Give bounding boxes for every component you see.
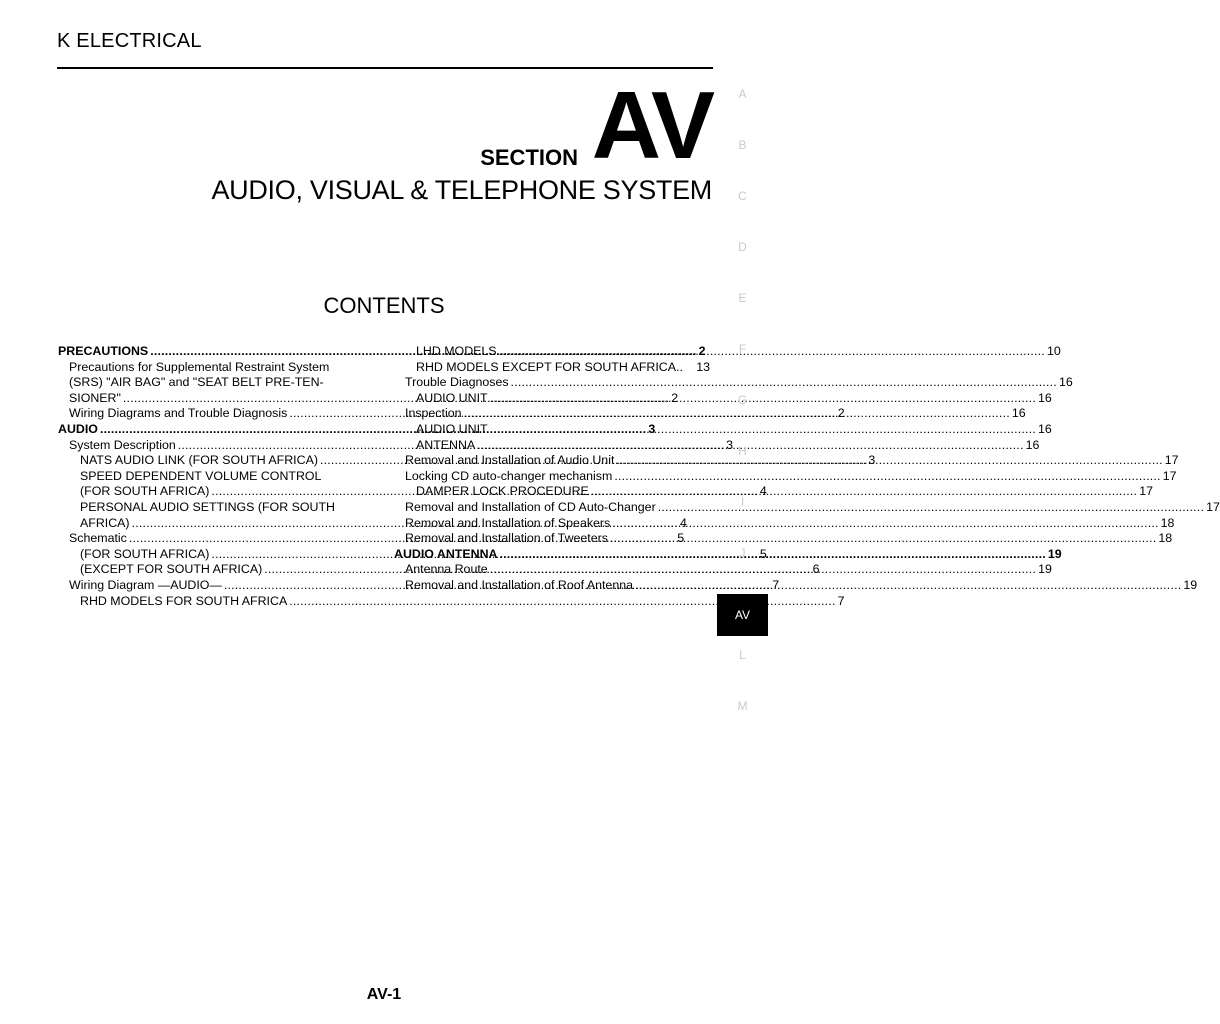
toc-entry-title: Locking CD auto-changer mechanism bbox=[405, 468, 613, 483]
section-title: AUDIO, VISUAL & TELEPHONE SYSTEM bbox=[211, 175, 712, 205]
toc-entry-page: 7 bbox=[837, 593, 845, 608]
toc-entry[interactable] bbox=[394, 531, 1173, 547]
toc-entry-page: 17 bbox=[1139, 484, 1153, 499]
toc-entry-page: 16 bbox=[1037, 421, 1052, 436]
toc-entry-title: AUDIO ANTENNA bbox=[394, 546, 498, 561]
section-tab-i[interactable]: I bbox=[740, 495, 745, 509]
toc-entry-title: Precautions for Supplemental Restraint System bbox=[69, 359, 330, 374]
toc-entry-title: AUDIO UNIT bbox=[416, 390, 488, 405]
toc-entry-page: 5 bbox=[677, 531, 685, 546]
section-tab-e[interactable]: E bbox=[738, 291, 747, 305]
toc-leader-dots bbox=[499, 344, 1045, 360]
toc-entry[interactable] bbox=[394, 577, 1198, 594]
toc-leader-dots bbox=[511, 375, 1057, 391]
toc-entry[interactable] bbox=[58, 500, 374, 516]
toc-entry-title: SPEED DEPENDENT VOLUME CONTROL bbox=[80, 468, 322, 483]
toc-entry-page: 13 bbox=[696, 359, 710, 374]
toc-entry-page: 18 bbox=[1158, 531, 1173, 546]
toc-entry[interactable] bbox=[394, 515, 1175, 532]
toc-entry-title: LHD MODELS bbox=[416, 344, 497, 358]
toc-entry[interactable] bbox=[394, 562, 1052, 578]
section-tab-c[interactable]: C bbox=[738, 189, 747, 203]
toc-leader-dots bbox=[612, 516, 1158, 532]
toc-entry-page: 3 bbox=[868, 453, 876, 468]
section-tab-av[interactable]: AV bbox=[717, 594, 768, 636]
toc-entry-page: 5 bbox=[759, 546, 767, 561]
toc-entry[interactable] bbox=[394, 406, 1026, 422]
contents-heading: CONTENTS bbox=[323, 293, 445, 318]
section-tab-l[interactable]: L bbox=[739, 648, 746, 662]
toc-entry-title: Wiring Diagram —AUDIO— bbox=[69, 577, 222, 592]
section-tab-f[interactable]: F bbox=[738, 342, 747, 356]
toc-leader-dots bbox=[616, 453, 1162, 469]
toc-entry-title: AUDIO UNIT bbox=[416, 421, 488, 436]
toc-entry-title: Schematic bbox=[69, 531, 127, 546]
toc-entry-page: 4 bbox=[679, 515, 687, 530]
section-code: AV bbox=[591, 72, 712, 179]
toc-leader-dots bbox=[591, 484, 1137, 500]
toc-entry-title: PRECAUTIONS bbox=[58, 344, 149, 358]
toc-entry-page: 16 bbox=[1037, 390, 1052, 405]
toc-entry-title: Wiring Diagrams and Trouble Diagnosis bbox=[69, 406, 288, 421]
toc-entry-page: 2 bbox=[837, 406, 845, 421]
toc-entry[interactable] bbox=[58, 593, 845, 610]
toc-leader-dots bbox=[499, 547, 1045, 563]
toc-entry-page: 16 bbox=[1025, 437, 1040, 452]
toc-entry-page: 2 bbox=[671, 390, 679, 405]
toc-entry-page: 4 bbox=[759, 484, 767, 499]
toc-entry-page: 16 bbox=[1058, 375, 1073, 390]
toc-entry-page: 3 bbox=[726, 437, 734, 452]
toc-entry[interactable] bbox=[394, 360, 710, 376]
toc-entry[interactable] bbox=[394, 375, 1073, 391]
toc-entry-title: Trouble Diagnoses bbox=[405, 375, 509, 390]
toc-entry-page: 18 bbox=[1160, 515, 1175, 530]
toc-entry-page: 10 bbox=[1046, 344, 1061, 358]
toc-entry-title: Removal and Installation of Tweeters bbox=[405, 531, 608, 546]
toc-entry-page: 2 bbox=[698, 344, 706, 358]
toc-entry-title: Antenna Route bbox=[405, 562, 488, 577]
toc-entry-title: DAMPER LOCK PROCEDURE bbox=[416, 484, 589, 499]
toc-entry-title: Removal and Installation of CD Auto-Changer bbox=[405, 499, 656, 514]
toc-entry-page: 7 bbox=[772, 577, 780, 592]
toc-entry[interactable] bbox=[394, 499, 1220, 516]
toc-entry-title: Removal and Installation of Audio Unit bbox=[405, 453, 615, 468]
toc-entry-page: 19 bbox=[1183, 577, 1198, 592]
section-label: SECTION bbox=[480, 145, 578, 170]
toc-entry-page: 19 bbox=[1038, 562, 1052, 577]
section-tab-g[interactable]: G bbox=[737, 393, 748, 407]
toc-entry-title: (FOR SOUTH AFRICA) bbox=[80, 484, 210, 499]
toc-entry-title: Inspection bbox=[405, 406, 462, 421]
toc-entry-title: (SRS) "AIR BAG" and "SEAT BELT PRE-TEN- bbox=[69, 375, 324, 390]
header-divider bbox=[57, 67, 713, 69]
toc-entry[interactable] bbox=[394, 484, 1153, 500]
toc-entry-page: 17 bbox=[1206, 499, 1220, 514]
toc-entry[interactable] bbox=[394, 437, 1040, 454]
toc-leader-dots bbox=[614, 469, 1160, 485]
toc-entry-title: RHD MODELS FOR SOUTH AFRICA bbox=[80, 593, 288, 608]
toc-entry-page: 6 bbox=[812, 562, 820, 577]
toc-entry-page: 17 bbox=[1162, 468, 1177, 483]
toc-entry-page: 16 bbox=[1011, 406, 1026, 421]
toc-entry-title: Removal and Installation of Speakers bbox=[405, 515, 611, 530]
toc-entry[interactable] bbox=[394, 546, 1062, 563]
toc-entry-title: PERSONAL AUDIO SETTINGS (FOR SOUTH bbox=[80, 499, 335, 514]
section-tab-d[interactable]: D bbox=[738, 240, 747, 254]
toc-leader-dots bbox=[610, 531, 1156, 547]
toc-entry[interactable] bbox=[394, 453, 1179, 469]
toc-entry-page: 17 bbox=[1164, 453, 1179, 468]
toc-entry-title: System Description bbox=[69, 437, 176, 452]
toc-entry-title: RHD MODELS EXCEPT FOR SOUTH AFRICA.. bbox=[416, 359, 683, 374]
manual-category-header: K ELECTRICAL bbox=[57, 30, 202, 52]
toc-entry[interactable] bbox=[394, 421, 1052, 438]
toc-entry[interactable] bbox=[394, 390, 1052, 407]
section-tab-b[interactable]: B bbox=[738, 138, 747, 152]
toc-entry-title: NATS AUDIO LINK (FOR SOUTH AFRICA) bbox=[80, 453, 318, 468]
section-tab-m[interactable]: M bbox=[737, 699, 748, 713]
toc-column-right bbox=[394, 344, 1220, 594]
toc-entry-title: (EXCEPT FOR SOUTH AFRICA) bbox=[80, 562, 263, 577]
toc-entry-title: AUDIO bbox=[58, 421, 98, 436]
toc-entry-title: Removal and Installation of Roof Antenna bbox=[405, 577, 633, 592]
toc-entry[interactable] bbox=[394, 344, 1061, 360]
toc-entry[interactable] bbox=[58, 360, 374, 376]
toc-entry[interactable] bbox=[58, 375, 374, 391]
toc-entry-title: (FOR SOUTH AFRICA) bbox=[80, 546, 210, 561]
toc-entry-title: SIONER" bbox=[69, 390, 121, 405]
toc-entry-title: AFRICA) bbox=[80, 515, 130, 530]
section-index-tabs bbox=[717, 84, 768, 747]
section-tab-a[interactable]: A bbox=[738, 87, 747, 101]
section-tab-j[interactable]: J bbox=[739, 546, 746, 560]
page-number: AV-1 bbox=[366, 986, 402, 1003]
toc-entry-page: 19 bbox=[1047, 546, 1062, 561]
toc-entry-page: 3 bbox=[648, 421, 656, 436]
section-tab-h[interactable]: H bbox=[738, 444, 747, 458]
toc-entry[interactable] bbox=[394, 468, 1177, 485]
toc-entry-title: ANTENNA bbox=[416, 437, 476, 452]
toc-entry[interactable] bbox=[58, 469, 374, 485]
